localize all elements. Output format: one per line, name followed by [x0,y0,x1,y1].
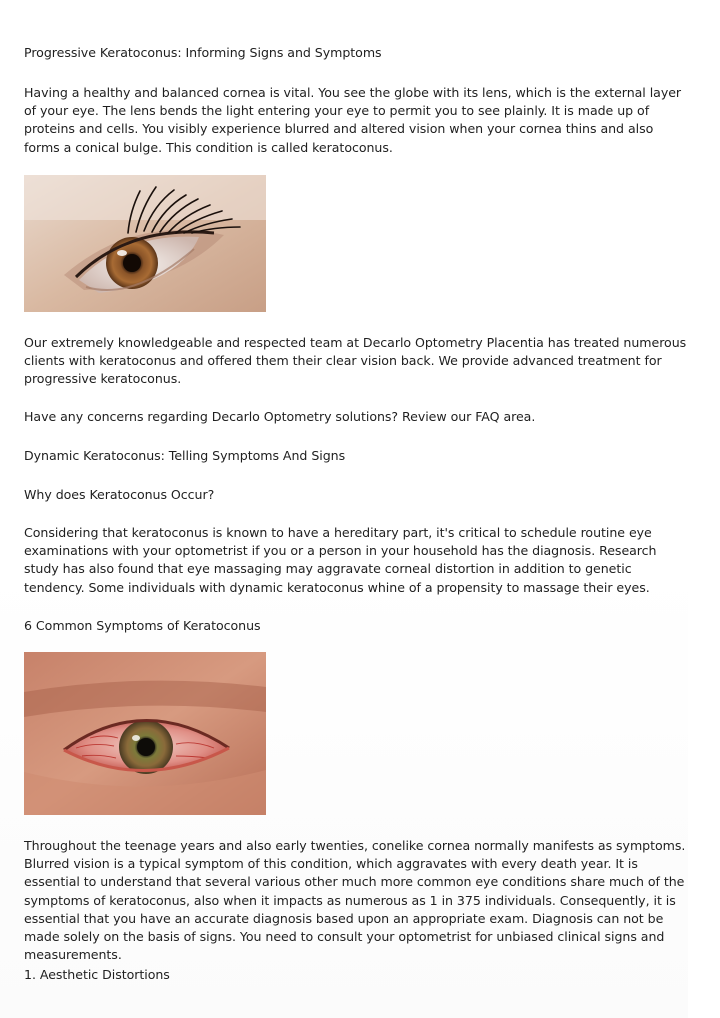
subheading-common-symptoms: 6 Common Symptoms of Keratoconus [24,618,261,633]
subheading-why-occur: Why does Keratoconus Occur? [24,487,215,502]
brown-eye-closeup-photo [24,175,266,312]
eye-closeup-image [24,175,266,312]
subheading-dynamic-keratoconus: Dynamic Keratoconus: Telling Symptoms And Signs [24,448,346,463]
red-irritated-eye-photo [24,652,266,815]
page-margin [688,0,720,1018]
cause-paragraph: Considering that keratoconus is known to have a hereditary part, it's critical to schedule routine eye examinations with your optometrist if you or a person in your household has the diagnosis. Research study has also found that eye massaging may aggravate corneal distortion in addition to genetic tendency. Some individuals with dynamic keratoconus whine of a propensity to massage their eyes. [24,525,657,595]
document-title: Progressive Keratoconus: Informing Signs and Symptoms [24,45,382,60]
symptoms-paragraph: Throughout the teenage years and also early twenties, conelike cornea normally manifests as symptoms. Blurred vision is a typical symptom of this condition, which aggravates with every death year. It is essential to understand that several various other much more common eye conditions share much of the symptoms of keratoconus, also when it impacts as numerous as 1 in 375 individuals. Consequently, it is essential that you have an accurate diagnosis based upon an appropriate exam. Diagnosis can not be made solely on the basis of signs. You need to consult your optometrist for unbiased clinical signs and measurements. [24,838,686,963]
list-item-aesthetic-distortions: 1. Aesthetic Distortions [24,967,170,982]
faq-line: Have any concerns regarding Decarlo Optometry solutions? Review our FAQ area. [24,409,536,424]
intro-paragraph: Having a healthy and balanced cornea is vital. You see the globe with its lens, which is the external layer of your eye. The lens bends the light entering your eye to permit you to see plainly. It is made up of proteins and cells. You visibly experience blurred and altered vision when your cornea thins and also forms a conical bulge. This condition is called keratoconus. [24,85,682,155]
team-paragraph: Our extremely knowledgeable and respected team at Decarlo Optometry Placentia has treated numerous clients with keratoconus and offered them their clear vision back. We provide advanced treatment for progressive keratoconus. [24,335,687,387]
red-eye-image [24,652,266,815]
